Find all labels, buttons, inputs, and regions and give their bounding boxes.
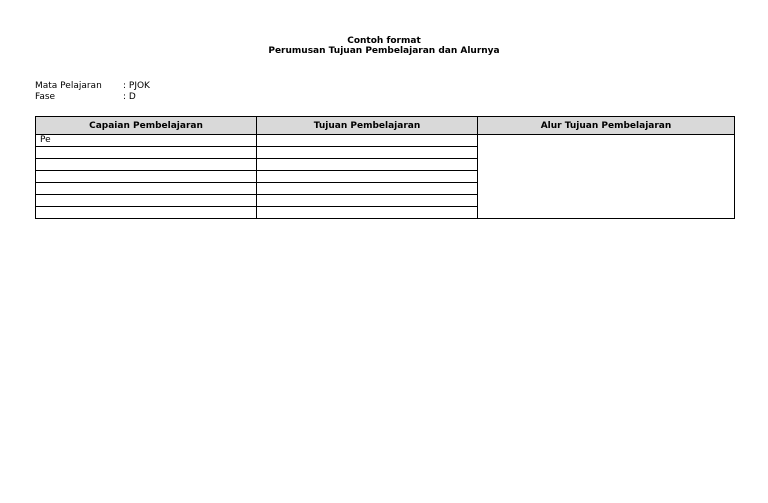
header-alur: Alur Tujuan Pembelajaran [478, 117, 735, 135]
atp-cell[interactable] [478, 135, 735, 219]
tp-cell[interactable] [257, 195, 478, 207]
document-title: Contoh format [347, 36, 421, 46]
tp-cell[interactable] [257, 171, 478, 183]
subject-label: Mata Pelajaran [35, 81, 102, 91]
cp-cell[interactable] [36, 159, 257, 171]
header-tujuan: Tujuan Pembelajaran [257, 117, 478, 135]
tp-cell[interactable] [257, 147, 478, 159]
tp-cell[interactable] [257, 159, 478, 171]
tp-cell[interactable] [257, 183, 478, 195]
table-row [36, 135, 735, 147]
phase-label: Fase [35, 92, 56, 102]
cp-cell[interactable] [36, 171, 257, 183]
tp-cell[interactable] [257, 207, 478, 219]
tp-cell[interactable] [257, 135, 478, 147]
subject-value: : PJOK [123, 81, 150, 91]
cp-cell[interactable] [36, 207, 257, 219]
cp-cell[interactable] [36, 183, 257, 195]
document-subtitle: Perumusan Tujuan Pembelajaran dan Alurnya [268, 46, 500, 56]
learning-objectives-table [35, 116, 735, 219]
table-header-row [36, 117, 735, 135]
phase-value: : D [123, 92, 136, 102]
header-capaian: Capaian Pembelajaran [36, 117, 257, 135]
cp-cell[interactable]: Pe [36, 135, 257, 147]
subject-row [35, 81, 150, 92]
phase-row [35, 92, 136, 103]
cp-cell[interactable] [36, 147, 257, 159]
cp-cell[interactable] [36, 195, 257, 207]
